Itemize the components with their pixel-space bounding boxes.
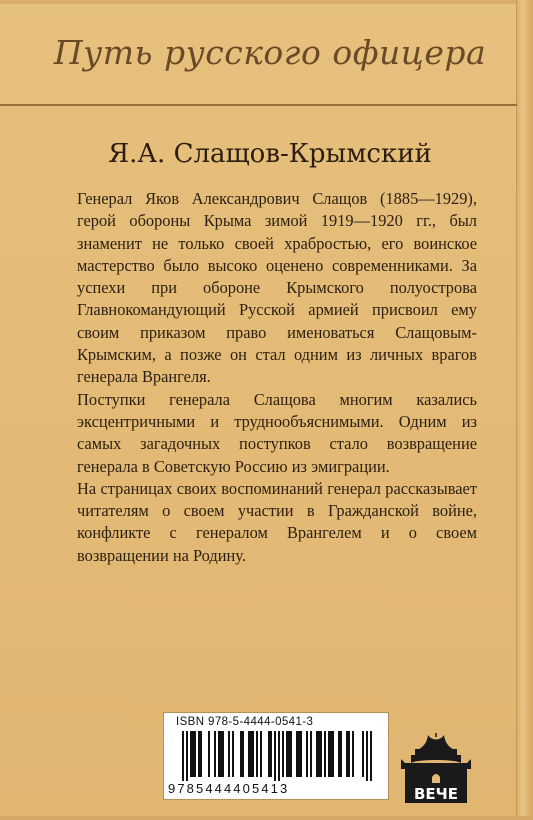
barcode-bar xyxy=(192,731,194,777)
isbn-number: ISBN 978-5-4444-0541-3 xyxy=(176,716,314,728)
barcode-bar xyxy=(300,731,302,777)
annotation-paragraph-2: Поступки генерала Слащова многим казались эксцентричными и труднообъяснимыми. Одним из самых загадочных поступков стало возвращение генерала в Советскую Россию из эмиграции. xyxy=(77,389,477,476)
barcode-bar xyxy=(186,731,188,781)
barcode-bar xyxy=(316,731,318,777)
barcode-bar xyxy=(274,731,276,781)
cover-top-edge xyxy=(0,0,533,4)
barcode-bar xyxy=(220,731,222,777)
barcode-bars xyxy=(170,731,382,781)
barcode-bar xyxy=(306,731,308,777)
barcode-bar xyxy=(200,731,202,777)
series-title: Путь русского офицера xyxy=(53,33,487,72)
annotation-paragraph-1: Генерал Яков Александрович Слащов (1885—1929), герой обороны Крыма зимой 1919—1920 гг., был знаменит не только своей храбростью, его воинское мастерство было высоко оценено современниками. За успехи при обороне Крымского полуострова Главнокомандующий Русской армией присвоил ему своим приказом право именоваться Слащовым-Крымским, а позже он стал одним из личных врагов генерала Врангеля. xyxy=(77,189,477,387)
barcode-bar xyxy=(348,731,350,777)
barcode-bar xyxy=(318,731,320,777)
barcode-bar xyxy=(248,731,250,777)
barcode-bar xyxy=(278,731,280,781)
isbn-barcode xyxy=(163,712,389,800)
series-divider xyxy=(0,104,517,106)
barcode-bar xyxy=(328,731,330,777)
book-annotation xyxy=(77,188,477,567)
barcode-bar xyxy=(282,731,284,777)
annotation-paragraph-3: На страницах своих воспоминаний генерал рассказывает читателям о своем участии в Гражданской войне, конфликте с генералом Врангелем и о своем возвращении на Родину. xyxy=(77,478,477,565)
barcode-bar xyxy=(370,731,372,781)
barcode-bar xyxy=(330,731,332,777)
barcode-bar xyxy=(182,731,184,781)
barcode-bar xyxy=(332,731,334,777)
barcode-bar xyxy=(208,731,210,777)
barcode-bar xyxy=(250,731,252,777)
barcode-bar xyxy=(260,731,262,777)
barcode-bar xyxy=(320,731,322,777)
barcode-bar xyxy=(338,731,340,777)
barcode-bar xyxy=(290,731,292,777)
author-name: Я.А. Слащов-Крымский xyxy=(108,139,432,169)
barcode-bar xyxy=(352,731,354,777)
barcode-bar xyxy=(256,731,258,777)
barcode-bar xyxy=(346,731,348,777)
barcode-bar xyxy=(366,731,368,781)
barcode-bar xyxy=(252,731,254,777)
barcode-bar xyxy=(362,731,364,777)
barcode-bar xyxy=(286,731,288,777)
barcode-bar xyxy=(324,731,326,777)
barcode-bar xyxy=(214,731,216,777)
barcode-bar xyxy=(232,731,234,777)
barcode-bar xyxy=(288,731,290,777)
barcode-bar xyxy=(240,731,242,777)
barcode-bar xyxy=(190,731,192,777)
barcode-bar xyxy=(310,731,312,777)
barcode-bar xyxy=(194,731,196,777)
ean-digits: 9785444405413 xyxy=(168,781,290,796)
barcode-bar xyxy=(222,731,224,777)
barcode-bar xyxy=(340,731,342,777)
publisher-logo-text: ВЕЧЕ xyxy=(413,785,459,803)
barcode-bar xyxy=(270,731,272,777)
publisher-tower-logo-icon xyxy=(401,733,471,805)
barcode-bar xyxy=(228,731,230,777)
barcode-bar xyxy=(296,731,298,777)
barcode-bar xyxy=(298,731,300,777)
cover-spine-edge xyxy=(516,0,533,820)
cover-bottom-edge xyxy=(0,816,533,820)
barcode-bar xyxy=(242,731,244,777)
barcode-bar xyxy=(268,731,270,777)
barcode-bar xyxy=(218,731,220,777)
barcode-bar xyxy=(198,731,200,777)
